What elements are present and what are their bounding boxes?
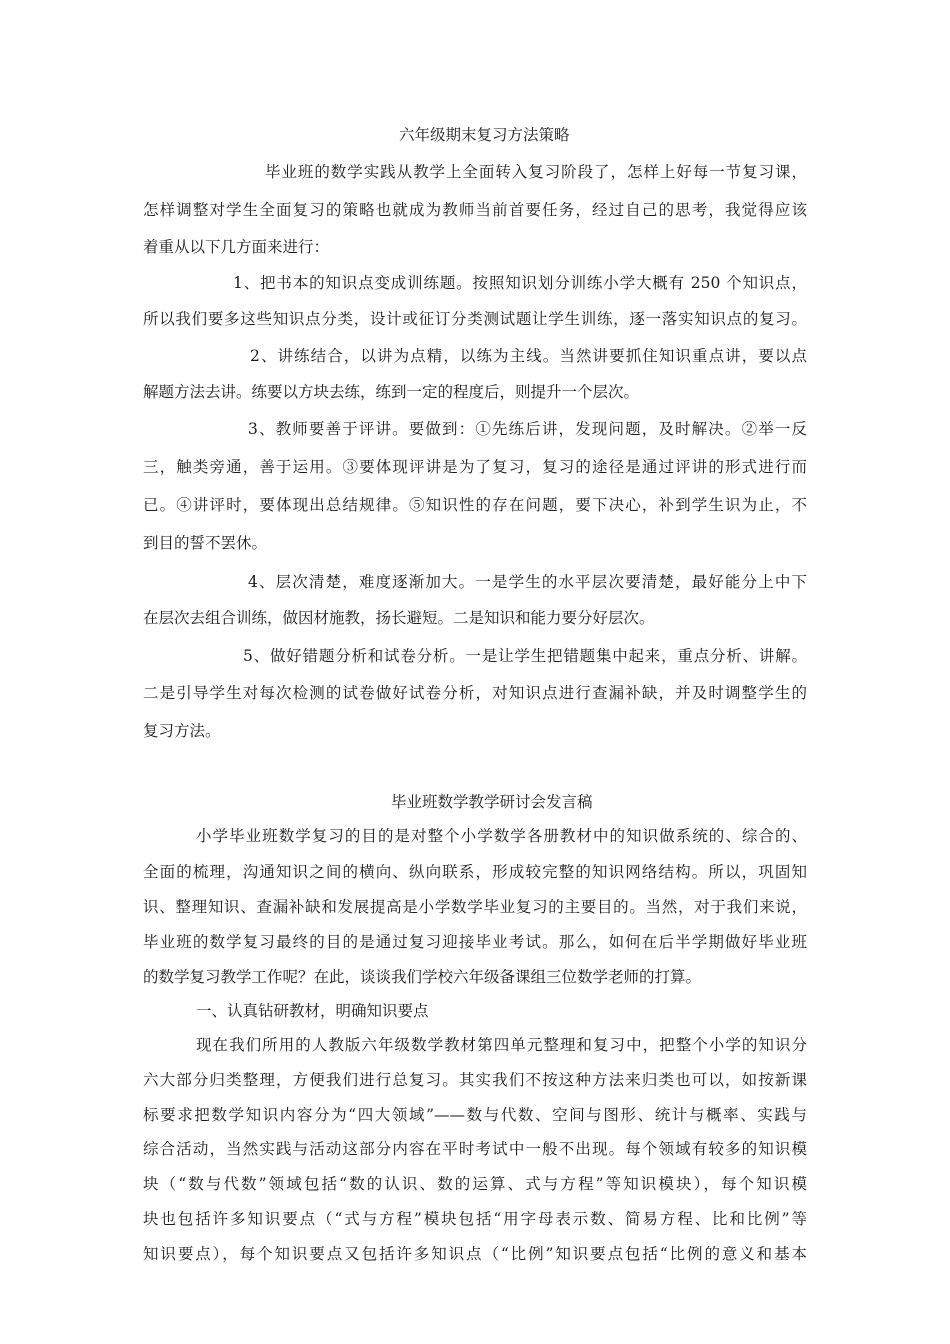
section1-paragraph-line: 毕业班的数学实践从教学上全面转入复习阶段了，怎样上好每一节复习课， <box>265 163 807 181</box>
section2-paragraph-line: 识、整理知识、查漏补缺和发展提高是小学数学毕业复习的主要目的。当然，对于我们来说， <box>143 898 807 916</box>
section2-paragraph-line: 现在我们所用的人教版六年级数学教材第四单元整理和复习中，把整个小学的知识分 <box>196 1036 807 1054</box>
section1-paragraph-line: 解题方法去讲。练要以方块去练，练到一定的程度后，则提升一个层次。 <box>143 383 640 401</box>
section2-paragraph-line: 的数学复习教学工作呢？在此，谈谈我们学校六年级备课组三位数学老师的打算。 <box>143 968 702 986</box>
section1-paragraph-line: 所以我们要多这些知识点分类，设计或征订分类测试题让学生训练，逐一落实知识点的复习。 <box>143 310 807 328</box>
section1-paragraph-line: 3、教师要善于评讲。要做到：①先练后讲，发现问题，及时解决。②举一反 <box>248 420 807 438</box>
section2-title: 毕业班数学教学研讨会发言稿 <box>391 793 593 811</box>
section2-paragraph-line: 知识要点），每个知识要点又包括许多知识点（“比例”知识要点包括“比例的意义和基本 <box>143 1245 807 1263</box>
section1-paragraph-line: 在层次去组合训练，做因材施教，扬长避短。二是知识和能力要分好层次。 <box>143 609 655 627</box>
section2-paragraph-line: 标要求把数学知识内容分为“四大领域”——数与代数、空间与图形、统计与概率、实践与 <box>143 1106 807 1124</box>
section1-paragraph-line: 到目的誓不罢休。 <box>143 534 268 552</box>
section1-paragraph-line: 2、讲练结合，以讲为点精，以练为主线。当然讲要抓住知识重点讲，要以点 <box>250 347 807 365</box>
section2-paragraph-line: 小学毕业班数学复习的目的是对整个小学数学各册教材中的知识做系统的、综合的、 <box>196 827 807 845</box>
section2-paragraph-line: 块（“数与代数”领域包括“数的认识、数的运算、式与方程”等知识模块），每个知识模 <box>143 1175 807 1193</box>
section2-paragraph-line: 块也包括许多知识要点（“式与方程”模块包括“用字母表示数、简易方程、比和比例”等 <box>143 1210 807 1228</box>
section1-title: 六年级期末复习方法策略 <box>399 126 570 144</box>
section1-paragraph-line: 4、层次清楚，难度逐渐加大。一是学生的水平层次要清楚，最好能分上中下 <box>248 573 807 591</box>
section1-paragraph-line: 复习方法。 <box>143 722 221 740</box>
section2-paragraph-line: 综合活动，当然实践与活动这部分内容在平时考试中一般不出现。每个领域有较多的知识模 <box>143 1140 807 1158</box>
section1-paragraph-line: 二是引导学生对每次检测的试卷做好试卷分析，对知识点进行查漏补缺，并及时调整学生的 <box>143 684 807 702</box>
section2-paragraph-line: 毕业班的数学复习最终的目的是通过复习迎接毕业考试。那么，如何在后半学期做好毕业班 <box>143 933 807 951</box>
section1-paragraph-line: 5、做好错题分析和试卷分析。一是让学生把错题集中起来，重点分析、讲解。 <box>243 647 807 665</box>
section1-paragraph-line: 着重从以下几方面来进行： <box>143 238 330 256</box>
section2-paragraph-line: 一、认真钻研教材，明确知识要点 <box>196 1002 429 1020</box>
section1-paragraph-line: 怎样调整对学生全面复习的策略也就成为教师当前首要任务，经过自己的思考，我觉得应该 <box>143 201 807 219</box>
section1-paragraph-line: 已。④讲评时，要体现出总结规律。⑤知识性的存在问题，要下决心，补到学生识为止，不 <box>143 496 807 514</box>
section2-paragraph-line: 全面的梳理，沟通知识之间的横向、纵向联系，形成较完整的知识网络结构。所以，巩固知 <box>143 863 807 881</box>
section1-paragraph-line: 1、把书本的知识点变成训练题。按照知识划分训练小学大概有 250 个知识点， <box>233 274 807 292</box>
section2-paragraph-line: 六大部分归类整理，方便我们进行总复习。其实我们不按这种方法来归类也可以，如按新课 <box>143 1071 807 1089</box>
section1-paragraph-line: 三，触类旁通，善于运用。③要体现评讲是为了复习，复习的途径是通过评讲的形式进行而 <box>143 458 807 476</box>
